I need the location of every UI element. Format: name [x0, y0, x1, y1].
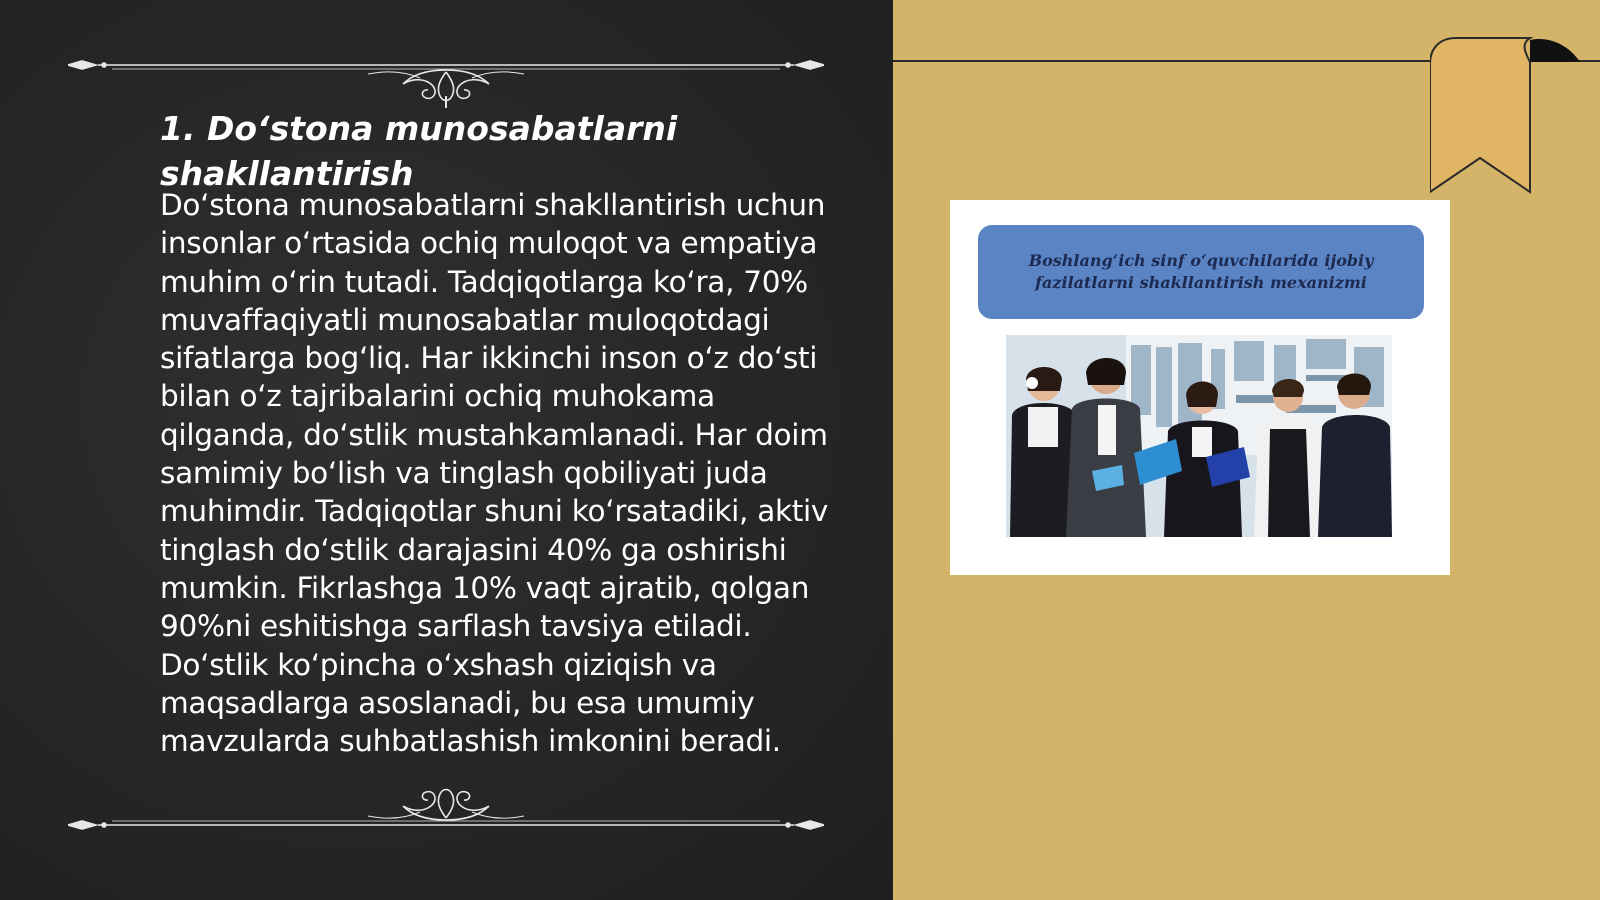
classroom-photo	[1006, 335, 1392, 537]
caption-text: Boshlang‘ich sinf o‘quvchilarida ijobiy fazilatlarni shakllantirish mexanizmi	[1028, 251, 1374, 292]
ornamental-divider-bottom	[68, 782, 824, 832]
ornamental-divider-top	[68, 58, 824, 108]
illustration-card	[950, 200, 1450, 575]
slide-body-text: Do‘stona munosabatlarni shakllantirish uchun insonlar o‘rtasida ochiq muloqot va empatiya muhim o‘rin tutadi. Tadqiqotlarga ko‘ra, 70% muvaffaqiyatli munosabatlar muloqotdagi sifatlarga bog‘liq. Har ikkinchi inson o‘z do‘sti bilan o‘z tajribalarini ochiq muhokama qilganda, do‘stlik mustahkamlanadi. Har doim samimiy bo‘lish va tinglash qobiliyati juda muhimdir. Tadqiqotlar shuni ko‘rsatadiki, aktiv tinglash do‘stlik darajasini 40% ga oshirishi mumkin. Fikrlashga 10% vaqt ajratib, qolgan 90%ni eshitishga sarflash tavsiya etiladi. Do‘stlik ko‘pincha o‘xshash qiziqish va maqsadlarga asoslanadi, bu esa umumiy mavzularda suhbatlashish imkonini beradi.	[160, 188, 829, 759]
bookmark-ribbon-icon	[1430, 34, 1590, 200]
slide-title: 1. Do‘stona munosabatlarni shakllantirish	[160, 109, 678, 193]
caption-banner	[978, 225, 1424, 319]
